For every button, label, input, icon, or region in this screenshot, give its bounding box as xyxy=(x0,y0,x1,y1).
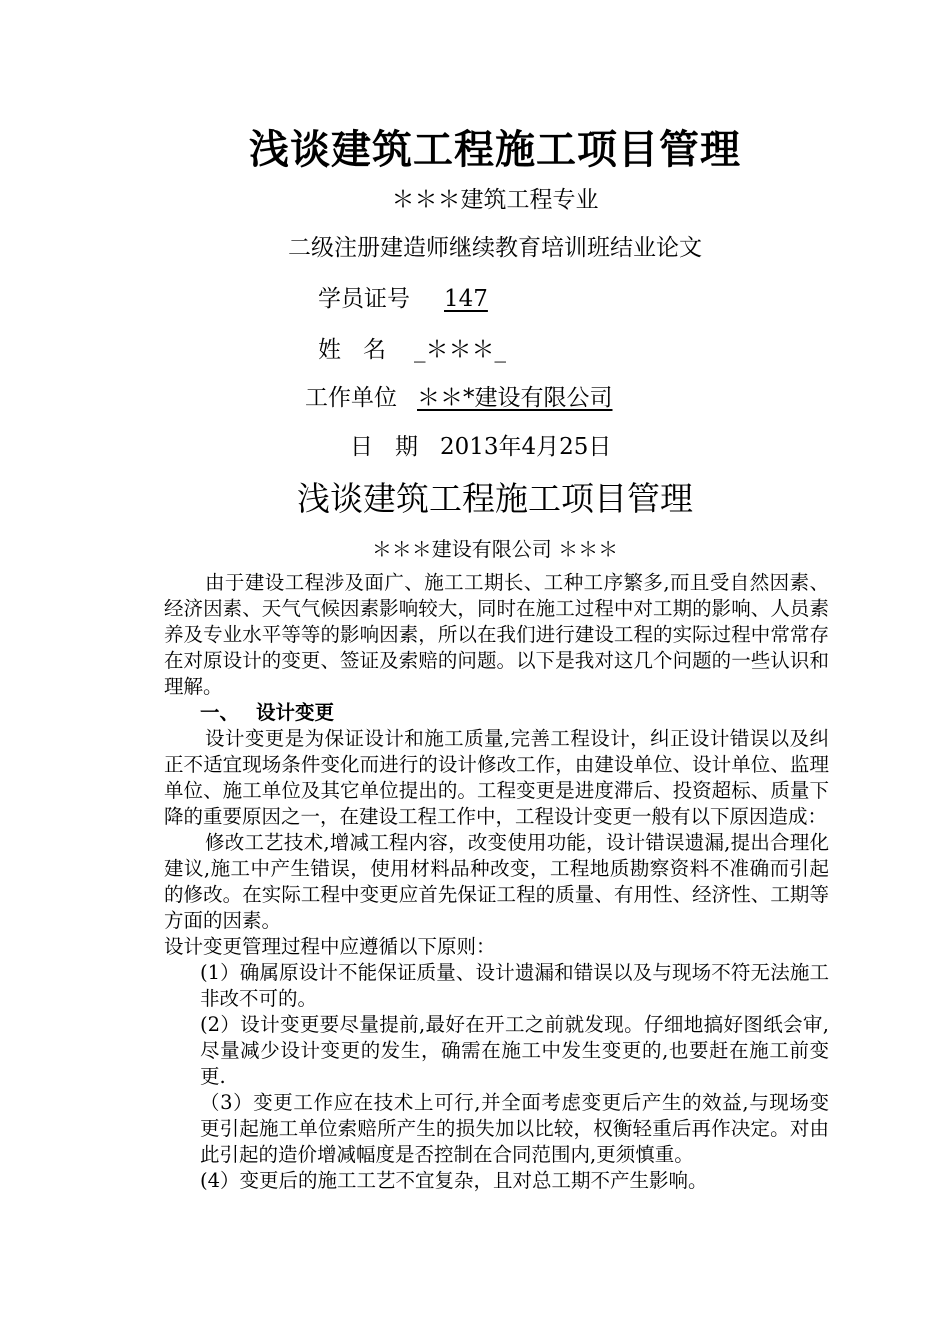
principle-item: （3）变更工作应在技术上可行,并全面考虑变更后产生的效益,与现场变更引起施工单位索赔所产生的损失加以比较，权衡轻重后再作决定。对由此引起的造价增减幅度是否控制在合同范围内,更须慎重。 xyxy=(200,1091,829,1166)
paragraph: 修改工艺技术,增减工程内容，改变使用功能，设计错误遗漏,提出合理化建议,施工中产生错误，使用材料品种改变，工程地质勘察资料不准确而引起的修改。在实际工程中变更应首先保证工程的质量、有用性、经济性、工期等方面的因素。 xyxy=(164,831,829,932)
name-value: _＊＊＊_ xyxy=(414,337,506,363)
paragraph: 设计变更是为保证设计和施工质量,完善工程设计，纠正设计错误以及纠正不适宜现场条件变化而进行的设计修改工作，由建设单位、设计单位、监理单位、施工单位及其它单位提出的。工程变更是进度滞后、投资超标、质量下降的重要原因之一，在建设工程工作中，工程设计变更一般有以下原因造成： xyxy=(164,727,829,828)
article-title: 浅谈建筑工程施工项目管理 xyxy=(297,479,693,518)
date-row xyxy=(350,431,611,463)
student-id-row xyxy=(318,283,494,315)
student-id-value: 147 xyxy=(444,286,488,312)
section-title: 设计变更 xyxy=(256,701,335,724)
cover-thesis-type: 二级注册建造师继续教育培训班结业论文 xyxy=(288,235,702,261)
date-value: 2013年4月25日 xyxy=(440,434,612,460)
work-unit-label: 工作单位 xyxy=(305,385,397,411)
work-unit-value: ＊＊*建设有限公司 xyxy=(417,385,613,411)
principle-item: (2）设计变更要尽量提前,最好在开工之前就发现。仔细地搞好图纸会审,尽量减少设计变更的发生，确需在施工中发生变更的,也要赶在施工前变更. xyxy=(200,1013,829,1088)
section-number: 一、 xyxy=(200,701,240,724)
principle-item: (1）确属原设计不能保证质量、设计遗漏和错误以及与现场不符无法施工非改不可的。 xyxy=(200,961,829,1010)
cover-title: 浅谈建筑工程施工项目管理 xyxy=(249,127,741,173)
article-body xyxy=(164,570,829,1194)
date-label: 日期 xyxy=(350,434,440,460)
name-row xyxy=(318,334,506,366)
principles-intro: 设计变更管理过程中应遵循以下原则： xyxy=(164,935,496,958)
student-id-label: 学员证号 xyxy=(318,286,410,312)
work-unit-row xyxy=(305,382,617,414)
principle-item: (4）变更后的施工工艺不宜复杂，且对总工期不产生影响。 xyxy=(200,1169,708,1192)
section-heading xyxy=(164,700,829,726)
article-author: ＊＊＊建设有限公司 ＊＊＊ xyxy=(371,537,619,561)
cover-major: ＊＊＊建筑工程专业 xyxy=(391,187,599,213)
name-label: 姓名 xyxy=(318,337,408,363)
intro-paragraph: 由于建设工程涉及面广、施工工期长、工种工序繁多,而且受自然因素、经济因素、天气气候因素影响较大，同时在施工过程中对工期的影响、人员素养及专业水平等等的影响因素，所以在我们进行建设工程的实际过程中常常存在对原设计的变更、签证及索赔的问题。以下是我对这几个问题的一些认识和理解。 xyxy=(164,571,829,698)
